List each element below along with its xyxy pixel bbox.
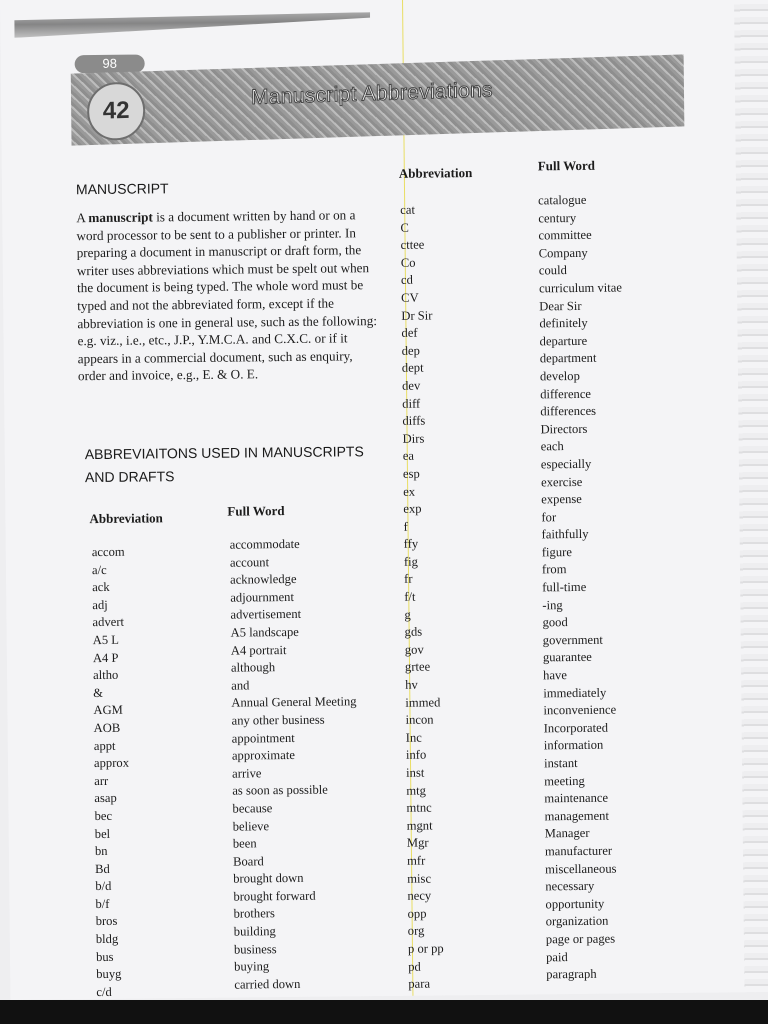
table-cell: pd xyxy=(408,959,421,974)
table-cell: fig xyxy=(403,554,418,569)
table-cell: instant xyxy=(543,755,578,771)
table-cell: mfr xyxy=(406,853,426,868)
table-cell: incon xyxy=(405,712,434,728)
table-cell: bros xyxy=(95,914,118,929)
table-cell: maintenance xyxy=(544,790,609,806)
table-cell: grtee xyxy=(404,659,431,675)
table-cell: p or pp xyxy=(407,941,444,956)
table-cell: any other business xyxy=(231,712,325,728)
table-cell: acknowledge xyxy=(230,572,297,587)
right-abbr-column xyxy=(400,201,444,993)
table-cell: cd xyxy=(400,273,413,288)
right-col-abbr-header: Abbreviation xyxy=(398,165,473,181)
scan-smudge xyxy=(14,12,370,38)
table-cell: Directors xyxy=(540,421,588,437)
table-cell: Dr Sir xyxy=(401,308,433,323)
table-cell: ea xyxy=(402,449,415,464)
table-cell: dept xyxy=(401,360,424,376)
table-cell: differences xyxy=(540,403,597,419)
table-cell: A5 landscape xyxy=(230,624,299,640)
table-cell: appt xyxy=(93,738,116,753)
table-cell: fr xyxy=(404,572,413,587)
table-cell: Manager xyxy=(544,826,590,841)
abbreviations-heading-line1: ABBREVIAITONS USED IN MANUSCRIPTS xyxy=(84,443,364,463)
table-cell: b/d xyxy=(95,879,112,894)
table-cell: diff xyxy=(402,396,421,411)
left-col-abbr-header: Abbreviation xyxy=(89,510,163,527)
table-cell: business xyxy=(233,941,277,957)
table-cell: approx xyxy=(93,755,130,771)
table-cell: CV xyxy=(401,290,419,305)
table-cell: A5 L xyxy=(92,632,120,648)
table-cell: paid xyxy=(545,949,568,964)
table-cell: bn xyxy=(94,844,108,859)
table-cell: mgnt xyxy=(406,818,433,833)
table-cell: approximate xyxy=(231,748,295,763)
right-full-column xyxy=(538,192,629,985)
table-cell: advert xyxy=(92,615,125,630)
table-cell: from xyxy=(541,562,567,577)
table-cell: have xyxy=(543,668,567,683)
table-cell: mtnc xyxy=(406,800,432,815)
page-edge-noise xyxy=(734,0,768,992)
table-cell: building xyxy=(233,924,276,939)
table-cell: meeting xyxy=(544,773,585,788)
table-cell: Mgr xyxy=(406,835,429,851)
table-cell: immediately xyxy=(543,685,607,700)
table-cell: could xyxy=(538,263,567,278)
table-cell: bldg xyxy=(95,931,119,947)
table-cell: develop xyxy=(539,368,580,384)
table-cell: gov xyxy=(404,642,424,657)
table-cell: Inc xyxy=(405,730,422,745)
table-cell: & xyxy=(93,685,104,700)
table-cell: -ing xyxy=(542,597,563,613)
table-cell: Company xyxy=(538,245,588,261)
table-cell: c/d xyxy=(96,984,112,999)
table-cell: Annual General Meeting xyxy=(231,694,357,710)
table-cell: f/t xyxy=(404,589,416,604)
table-cell: info xyxy=(405,747,427,763)
table-cell: Dirs xyxy=(402,431,425,446)
table-cell: buying xyxy=(234,959,270,974)
table-cell: century xyxy=(538,210,577,225)
table-cell: guarantee xyxy=(542,650,592,665)
table-cell: ffy xyxy=(403,536,419,552)
table-cell: AGM xyxy=(93,703,123,718)
table-cell: altho xyxy=(93,667,119,683)
table-cell: accommodate xyxy=(229,536,300,552)
table-cell: information xyxy=(543,738,604,753)
table-cell: advertisement xyxy=(230,607,302,622)
table-cell: hv xyxy=(405,677,418,692)
table-cell: curriculum vitae xyxy=(538,280,622,296)
table-cell: esp xyxy=(402,466,420,481)
table-cell: adj xyxy=(92,597,108,612)
table-cell: brothers xyxy=(233,906,275,922)
table-cell: departure xyxy=(539,333,588,349)
table-cell: committee xyxy=(538,228,592,243)
table-cell: appointment xyxy=(231,730,295,746)
table-cell: Co xyxy=(400,255,416,270)
table-cell: faithfully xyxy=(541,527,589,542)
table-cell: been xyxy=(232,836,257,851)
chapter-banner xyxy=(71,54,685,145)
table-cell: Dear Sir xyxy=(539,298,582,313)
table-cell: org xyxy=(407,923,425,939)
table-cell: figure xyxy=(541,544,572,560)
table-cell: because xyxy=(232,801,273,816)
table-cell: para xyxy=(408,976,431,991)
table-cell: bus xyxy=(95,949,114,964)
table-cell: for xyxy=(541,509,557,525)
table-cell: good xyxy=(542,615,568,630)
table-cell: necessary xyxy=(545,878,595,894)
table-cell: adjournment xyxy=(230,589,294,605)
table-cell: each xyxy=(540,439,564,454)
table-cell: brought forward xyxy=(233,888,316,904)
intro-paragraph: A manuscript is a document written by hand or on a word processor to be sent to a publisher or printer. In preparing a document in manuscript or draft form, the writer uses abbreviations which must be spelt out when the document is being typed. The whole word must be typed and not the abbreviated form, except if the abbreviation is one in general use, such as the following: e.g. viz., i.e., etc., J.P., Y.M.C.A. and C.X.C. or if it appears in a commercial document, such as enquiry, order and invoice, e.g., E. & O. E. xyxy=(76,207,378,384)
table-cell: exp xyxy=(403,501,422,516)
table-cell: ack xyxy=(92,580,110,595)
table-cell: especially xyxy=(540,456,592,472)
abbreviations-heading-line2: AND DRAFTS xyxy=(84,468,175,486)
table-cell: manufacturer xyxy=(544,843,613,859)
table-cell: Incorporated xyxy=(543,720,609,736)
table-cell: department xyxy=(539,351,597,366)
chapter-number: 42 xyxy=(87,81,146,141)
table-cell: carried down xyxy=(234,976,301,992)
table-cell: arr xyxy=(94,773,109,788)
table-cell: and xyxy=(231,678,250,693)
table-cell: full-time xyxy=(542,579,587,595)
manuscript-heading: MANUSCRIPT xyxy=(75,180,169,198)
scan-bottom-shadow xyxy=(0,1000,768,1024)
table-cell: definitely xyxy=(539,316,588,331)
table-cell: necy xyxy=(407,888,432,903)
table-cell: ex xyxy=(403,484,416,499)
table-cell: account xyxy=(229,554,270,570)
table-cell: opp xyxy=(407,906,427,921)
table-cell: brought down xyxy=(233,871,304,886)
right-col-full-header: Full Word xyxy=(537,157,596,174)
table-cell: inconvenience xyxy=(543,702,617,718)
table-cell: paragraph xyxy=(546,966,597,982)
table-cell: arrive xyxy=(232,766,262,781)
table-cell: asap xyxy=(94,791,117,806)
table-cell: C xyxy=(400,220,409,235)
table-cell: organization xyxy=(545,914,609,929)
table-cell: accom xyxy=(91,544,125,560)
table-cell: management xyxy=(544,808,609,824)
intro-bold-term: manuscript xyxy=(88,209,153,226)
table-cell: dev xyxy=(401,378,421,393)
left-full-column xyxy=(230,535,360,994)
table-cell: misc xyxy=(407,871,432,886)
table-cell: gds xyxy=(404,624,423,640)
table-cell: A4 P xyxy=(92,650,119,665)
table-cell: f xyxy=(403,519,408,534)
table-cell: as soon as possible xyxy=(232,782,328,798)
table-cell: g xyxy=(404,607,411,622)
table-cell: opportunity xyxy=(545,896,605,912)
table-cell: bec xyxy=(94,808,113,823)
left-col-full-header: Full Word xyxy=(227,503,285,519)
chapter-title: Manuscript Abbreviations xyxy=(250,78,493,110)
table-cell: although xyxy=(230,660,276,675)
table-cell: Board xyxy=(232,853,264,869)
table-cell: immed xyxy=(405,695,441,710)
table-cell: mtg xyxy=(406,783,426,798)
table-cell: cat xyxy=(400,202,415,217)
table-cell: believe xyxy=(232,818,270,834)
table-cell: catalogue xyxy=(538,192,587,208)
left-abbr-column xyxy=(92,544,132,1002)
table-cell: cttee xyxy=(400,237,425,253)
page-number: 98 xyxy=(75,54,145,73)
table-cell: inst xyxy=(406,765,425,780)
table-cell: diffs xyxy=(402,413,426,428)
table-cell: Bd xyxy=(95,861,110,876)
table-cell: government xyxy=(542,632,603,648)
table-cell: page or pages xyxy=(545,931,616,947)
table-cell: bel xyxy=(94,826,111,841)
table-cell: exercise xyxy=(541,474,583,489)
table-cell: b/f xyxy=(95,896,110,911)
table-cell: buyg xyxy=(96,967,122,982)
table-cell: def xyxy=(401,325,418,340)
table-cell: miscellaneous xyxy=(545,861,617,876)
table-cell: AOB xyxy=(93,720,121,735)
table-cell: difference xyxy=(540,386,592,401)
table-cell: A4 portrait xyxy=(230,642,287,658)
table-cell: a/c xyxy=(91,562,107,577)
table-cell: expense xyxy=(541,492,582,507)
table-cell: dep xyxy=(401,343,420,358)
